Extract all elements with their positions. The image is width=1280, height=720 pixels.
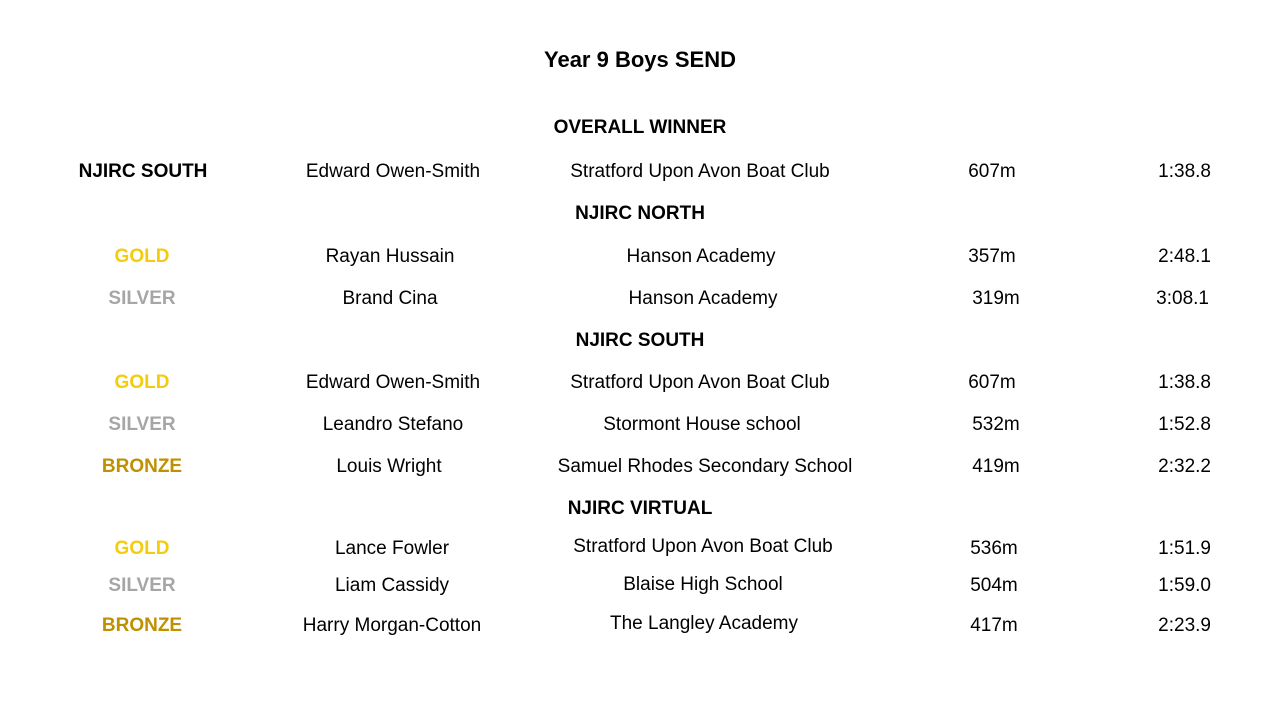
section-heading-overall-winner: OVERALL WINNER [553,117,727,138]
distance-value: 357m [968,246,1016,267]
distance-value: 536m [970,538,1018,559]
athlete-name: Louis Wright [336,456,442,477]
page-title: Year 9 Boys SEND [544,47,736,72]
time-value: 2:23.9 [1158,615,1211,636]
time-value: 1:51.9 [1158,538,1211,559]
medal-label: GOLD [114,372,170,393]
athlete-name: Rayan Hussain [325,246,455,267]
distance-value: 607m [968,161,1016,182]
medal-label: NJIRC SOUTH [78,161,208,182]
distance-value: 532m [972,414,1020,435]
time-value: 2:48.1 [1158,246,1211,267]
time-value: 2:32.2 [1158,456,1211,477]
club-name: Stratford Upon Avon Boat Club [573,536,833,557]
club-name: Samuel Rhodes Secondary School [557,456,853,477]
club-name: The Langley Academy [609,613,799,634]
time-value: 1:59.0 [1158,575,1211,596]
distance-value: 417m [970,615,1018,636]
club-name: Stratford Upon Avon Boat Club [570,372,830,393]
athlete-name: Brand Cina [342,288,438,309]
athlete-name: Edward Owen-Smith [305,372,481,393]
time-value: 1:38.8 [1158,161,1211,182]
athlete-name: Leandro Stefano [322,414,464,435]
section-heading-njirc-north: NJIRC NORTH [575,203,705,224]
distance-value: 319m [972,288,1020,309]
athlete-name: Liam Cassidy [334,575,450,596]
time-value: 1:52.8 [1158,414,1211,435]
athlete-name: Lance Fowler [334,538,450,559]
distance-value: 504m [970,575,1018,596]
club-name: Stratford Upon Avon Boat Club [570,161,830,182]
medal-label: BRONZE [101,456,183,477]
athlete-name: Harry Morgan-Cotton [302,615,482,636]
section-heading-njirc-south: NJIRC SOUTH [575,330,705,351]
medal-label: SILVER [108,414,176,435]
medal-label: GOLD [114,246,170,267]
club-name: Hanson Academy [628,288,778,309]
medal-label: BRONZE [101,615,183,636]
medal-label: SILVER [108,288,176,309]
medal-label: SILVER [108,575,176,596]
distance-value: 419m [972,456,1020,477]
medal-label: GOLD [114,538,170,559]
section-heading-njirc-virtual: NJIRC VIRTUAL [567,498,713,519]
distance-value: 607m [968,372,1016,393]
time-value: 1:38.8 [1158,372,1211,393]
time-value: 3:08.1 [1156,288,1209,309]
club-name: Hanson Academy [626,246,776,267]
club-name: Blaise High School [623,574,783,595]
athlete-name: Edward Owen-Smith [305,161,481,182]
club-name: Stormont House school [603,414,801,435]
